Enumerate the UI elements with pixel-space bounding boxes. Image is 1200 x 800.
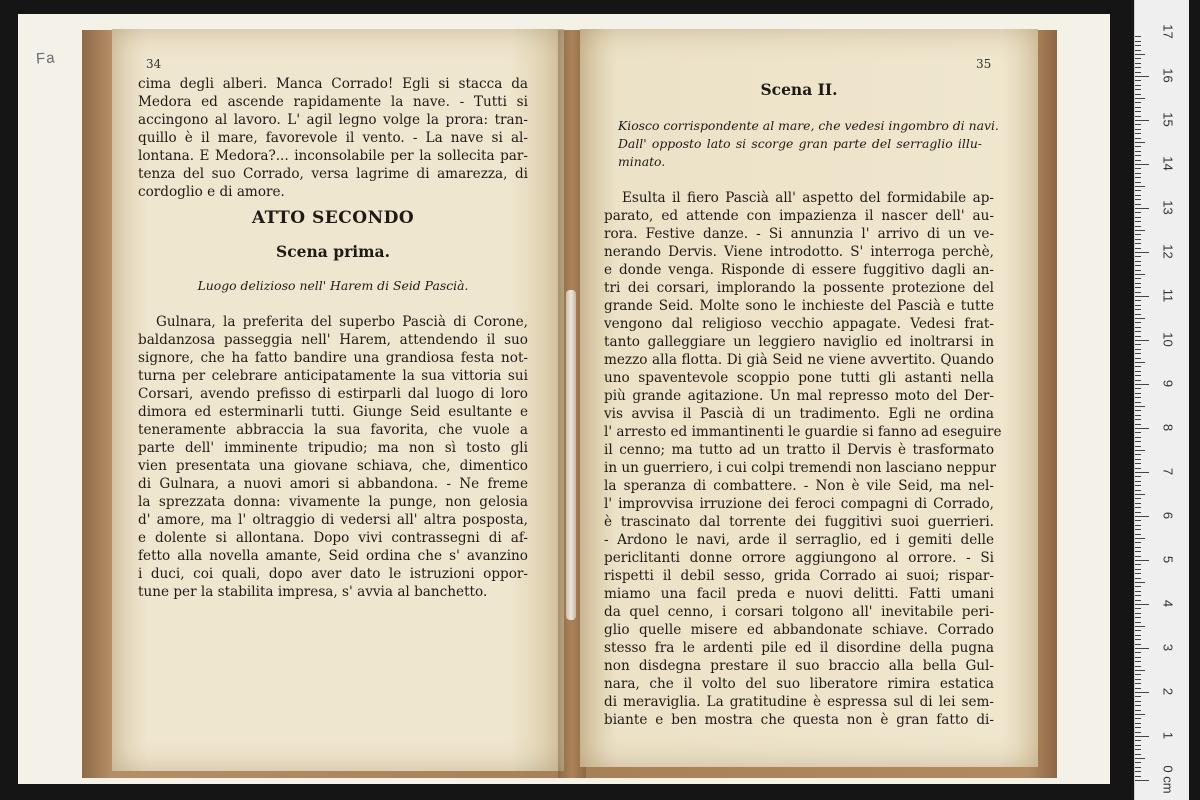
ruler-tick [1135,776,1141,777]
text-line: vengono dal religioso vecchio appagate. Vedesi frat- [604,316,994,332]
ruler-tick [1135,388,1141,389]
ruler-tick [1135,644,1141,645]
text-line: - Ardono le navi, arde il serraglio, ed i gemiti delle [604,532,994,548]
ruler-tick [1135,441,1141,442]
ruler-tick [1135,666,1141,667]
ruler-tick [1135,67,1141,68]
ruler-tick [1135,41,1141,42]
ruler-tick [1135,234,1141,235]
ruler-tick [1135,696,1141,697]
text-line: lontana. E Medora?... inconsolabile per la sollecita par- [138,148,528,164]
ruler-tick [1135,661,1141,662]
text-line: tri dei corsari, implorando la possente protezione del [604,280,994,296]
ruler-tick [1135,472,1149,473]
ruler-tick [1135,362,1145,363]
ruler-tick [1135,630,1141,631]
ruler-tick [1135,322,1141,323]
ruler-tick [1135,270,1141,271]
right-page [580,29,1038,767]
ruler-tick [1135,239,1141,240]
text-line: vien presentata una giovane schiava, che, dimentico [138,458,528,474]
ruler-tick [1135,538,1145,539]
ruler-tick [1135,718,1141,719]
text-line: fetto alla novella amante, Seid ordina che s' avanzino [138,548,528,564]
ruler-tick [1135,507,1141,508]
text-line: il cenno; ma tutto ad un tratto il Dervis è trasformato [604,442,994,458]
ruler-tick [1135,494,1145,495]
text-line: tune per la stabilita impresa, s' avvia al banchetto. [138,584,488,600]
ruler-tick [1135,344,1141,345]
ruler-tick [1135,437,1141,438]
ruler-tick [1135,204,1141,205]
ruler-tick [1135,142,1145,143]
text-line: miamo una facil preda e nuovi delitti. Fatti umani [604,586,994,602]
ruler-tick [1135,397,1141,398]
text-line: non disdegna prestare il suo braccio alla bella Gul- [604,658,994,674]
ruler-tick [1135,652,1141,653]
ruler-tick [1135,318,1145,319]
ruler-label: 1 [1160,731,1176,740]
ruler-tick [1135,261,1141,262]
ruler-tick [1135,300,1141,301]
text-line: Gulnara, la preferita del superbo Pascià di Corone, [156,314,528,330]
text-line: in un guerriero, i cui colpi tremendi non lasciano neppur [604,460,996,476]
ruler-tick [1135,252,1149,253]
text-line: parato, ed attende con impazienza il nascer dell' au- [604,208,994,224]
page-number-left: 34 [146,57,162,71]
ruler-tick [1135,366,1141,367]
text-line: biante e ben mostra che questa non è gran fatto di- [604,712,994,728]
ruler-tick [1135,419,1141,420]
ruler-tick [1135,670,1145,671]
ruler-tick [1135,45,1141,46]
scene-setting-left: Luogo delizioso nell' Harem di Seid Pascià. [197,278,469,293]
ruler-tick [1135,714,1145,715]
text-line: Esulta il fiero Pascià all' aspetto del formidabile ap- [622,190,994,206]
ruler-label: 9 [1160,379,1176,388]
ruler-tick [1135,278,1141,279]
ruler-tick [1135,309,1141,310]
ruler-label: 15 [1160,112,1176,127]
ruler-tick [1135,749,1141,750]
ruler-tick [1135,406,1145,407]
ruler-tick [1135,613,1141,614]
text-line: d' amore, ma l' oltraggio di vedersi all' altra posposta, [138,512,528,528]
ruler-tick [1135,243,1141,244]
ruler-tick [1135,375,1141,376]
ruler-tick [1135,248,1141,249]
ruler-tick [1135,287,1141,288]
scene-title-right: Scena II. [760,80,838,99]
ruler-tick [1135,732,1141,733]
ruler-tick [1135,683,1141,684]
text-line: di Gulnara, a nuovi amori si abbandona. - Ne freme [138,476,528,492]
ruler-tick [1135,459,1141,460]
ruler-tick [1135,212,1141,213]
ruler-tick [1135,573,1141,574]
ruler-tick [1135,349,1141,350]
ruler-label: 3 [1160,643,1176,652]
ruler-tick [1135,595,1141,596]
text-line: l' arresto ed immantinenti le guardie si fanno ad eseguire [604,424,1002,440]
ruler-tick [1135,155,1141,156]
ruler-label: 17 [1160,24,1176,39]
ruler-tick [1135,771,1141,772]
ruler-tick [1135,578,1141,579]
text-line: uno spaventevole scoppio pone tutti gli astanti nella [604,370,994,386]
ruler-tick [1135,151,1141,152]
ruler-tick [1135,331,1141,332]
ruler-tick [1135,199,1141,200]
ruler-tick [1135,639,1141,640]
ruler-tick [1135,674,1141,675]
ruler-tick [1135,340,1149,341]
ruler-tick [1135,582,1145,583]
ruler-tick [1135,58,1141,59]
ruler-tick [1135,256,1141,257]
ruler-label: 2 [1160,687,1176,696]
ruler-tick [1135,296,1149,297]
text-line: teneramente abbraccia la sua favorita, che vuole a [138,422,528,438]
ruler-tick [1135,432,1141,433]
ruler-tick [1135,679,1141,680]
ruler-label: 6 [1160,511,1176,520]
ruler-tick [1135,221,1141,222]
text-line: dimora ed esterminarli tutti. Giunge Seid esultante e [138,404,528,420]
text-line: tanto galleggiare un leggiero naviglio ed inoltrarsi in [604,334,994,350]
ruler-tick [1135,740,1141,741]
ruler-tick [1135,195,1141,196]
ruler-tick [1135,146,1141,147]
text-line: nara, che il volto del suo liberatore rimira estatica [604,676,994,692]
ruler-tick [1135,512,1141,513]
ruler-tick [1135,626,1145,627]
text-line: è trascinato dal torrente dei fuggitivi suoi guerrieri. [604,514,994,530]
text-line: i duci, coi quali, dopo aver dato le istruzioni oppor- [138,566,528,582]
ruler-tick [1135,305,1141,306]
text-line: glio quelle misere ed abbandonate schiave. Corrado [604,622,994,638]
ruler-tick [1135,116,1141,117]
text-line: e dolente si allontana. Dopo vivi contrassegni di af- [138,530,528,546]
ruler-tick [1135,107,1141,108]
ruler-tick [1135,622,1141,623]
ruler-tick [1135,710,1141,711]
left-page [112,29,564,771]
text-line: più grande agitazione. Un mal represso moto del Der- [604,388,994,404]
ruler-tick [1135,410,1141,411]
ruler-label: 12 [1160,244,1176,259]
ruler-tick [1135,327,1141,328]
ruler-tick [1135,569,1141,570]
ruler-tick [1135,586,1141,587]
binding-stitch [566,290,576,620]
ruler-tick [1135,98,1145,99]
ruler-tick [1135,124,1141,125]
ruler-tick [1135,600,1141,601]
ruler-tick [1135,217,1141,218]
ruler-tick [1135,102,1141,103]
text-line: nerando Dervis. Viene introdotto. S' interroga perchè, [604,244,994,260]
ruler-tick [1135,89,1141,90]
ruler-tick [1135,85,1141,86]
ruler-tick [1135,520,1141,521]
ruler-tick [1135,358,1141,359]
ruler-tick [1135,402,1141,403]
ruler-tick [1135,393,1141,394]
ruler-tick [1135,591,1141,592]
ruler-tick [1135,353,1141,354]
ruler-tick [1135,274,1145,275]
ruler-tick [1135,542,1141,543]
ruler-label: 14 [1160,156,1176,171]
ruler-tick [1135,111,1141,112]
ruler-tick [1135,485,1141,486]
ruler-tick [1135,283,1141,284]
ruler-label: 10 [1160,332,1176,347]
left-opening-text [138,75,528,201]
text-line: l' improvvisa irruzione dei feroci compagni di Corrado, [604,496,994,512]
ruler-label: 4 [1160,599,1176,608]
ruler-label: 16 [1160,68,1176,83]
ruler-tick [1135,547,1141,548]
text-line: e donde venga. Risponde di essere fuggitivo dagli an- [604,262,994,278]
text-line: la sprezzata donna: vivamente la punge, non gelosia [138,494,528,510]
ruler-tick [1135,617,1141,618]
text-line: mezzo alla flotta. Di già Seid ne viene avvertito. Quando [604,352,994,368]
ruler-tick [1135,490,1141,491]
ruler-label: 7 [1160,467,1176,476]
ruler-tick [1135,780,1149,781]
ruler-tick [1135,758,1145,759]
text-line: vis avvisa il Pascià di un tradimento. Egli ne ordina [604,406,994,422]
ruler-tick [1135,384,1149,385]
ruler-tick [1135,560,1149,561]
ruler-tick [1135,168,1141,169]
ruler-tick [1135,186,1145,187]
archive-mark: Fa [35,49,57,68]
ruler-tick [1135,72,1141,73]
setting-line: Kiosco corrispondente al mare, che vedesi ingombro di navi. [618,118,999,133]
ruler-tick [1135,230,1145,231]
ruler-tick [1135,63,1141,64]
ruler-tick [1135,54,1145,55]
ruler-label: 5 [1160,555,1176,564]
ruler-tick [1135,173,1141,174]
ruler-tick [1135,736,1149,737]
right-body-text [604,189,1002,729]
text-line: Corsari, avendo prefisso di estirparli dal luogo di loro [138,386,528,402]
ruler-tick [1135,551,1141,552]
ruler-tick [1135,454,1141,455]
ruler-tick [1135,76,1149,77]
ruler-tick [1135,516,1149,517]
left-body-text [138,313,528,601]
ruler-tick [1135,450,1145,451]
ruler-tick [1135,701,1141,702]
text-line: accingono al lavoro. L' agil legno volge la prora: tran- [138,112,528,128]
ruler-label: 11 [1160,288,1176,303]
ruler-tick [1135,762,1141,763]
text-line: tenza del suo Corrado, versa lagrime di amarezza, di [138,166,528,182]
ruler-tick [1135,120,1149,121]
ruler-tick [1135,564,1141,565]
text-line: periclitanti donne orrore aggiungono al orrore. - Si [604,550,994,566]
text-line: parte dell' imminente tripudio; ma non sì tosto gli [138,440,528,456]
ruler-tick [1135,50,1141,51]
ruler-tick [1135,745,1141,746]
text-line: stesso fra le ardenti pile ed il disordine della pugna [604,640,994,656]
ruler-tick [1135,498,1141,499]
ruler-label: 8 [1160,423,1176,432]
ruler-tick [1135,727,1141,728]
ruler-tick [1135,80,1141,81]
ruler-tick [1135,481,1141,482]
ruler-tick [1135,525,1141,526]
ruler-tick [1135,754,1141,755]
text-line: signore, che ha fatto bandire una grandiosa festa not- [138,350,528,366]
ruler-tick [1135,635,1141,636]
ruler-tick [1135,160,1141,161]
page-number-right: 35 [976,57,992,71]
scene-title-left: Scena prima. [276,242,390,261]
text-line: grande Seid. Molte sono le inchieste del Pascià e tutte [604,298,994,314]
ruler-tick [1135,767,1141,768]
text-line: cordoglio e di amore. [138,184,285,200]
ruler-tick [1135,556,1141,557]
ruler-tick [1135,503,1141,504]
text-line: di meraviglia. La gratitudine è espressa sul di lei sem- [604,694,994,710]
ruler-tick [1135,604,1149,605]
ruler-tick [1135,468,1141,469]
ruler-tick [1135,688,1141,689]
ruler-tick [1135,608,1141,609]
ruler-tick [1135,190,1141,191]
measurement-ruler [1134,0,1189,800]
text-line: cima degli alberi. Manca Corrado! Egli si stacca da [138,76,528,92]
text-line: rora. Festive danze. - Si annunzia l' arrivo di un ve- [604,226,994,242]
ruler-tick [1135,336,1141,337]
ruler-tick [1135,723,1141,724]
setting-line: Dall' opposto lato si scorge gran parte del serraglio illu- [618,136,982,151]
ruler-tick [1135,292,1141,293]
setting-line: minato. [618,154,666,169]
scene-setting-right [618,117,999,171]
ruler-tick [1135,446,1141,447]
ruler-tick [1135,534,1141,535]
ruler-tick [1135,476,1141,477]
ruler-tick [1135,415,1141,416]
text-line: la speranza di combattere. - Non è vile Seid, ma nel- [604,478,994,494]
ruler-tick [1135,692,1149,693]
ruler-label: 0 cm [1160,765,1176,794]
ruler-tick [1135,138,1141,139]
ruler-tick [1135,182,1141,183]
text-line: da quel cenno, i corsari tolgono all' inevitabile peri- [604,604,994,620]
ruler-tick [1135,94,1141,95]
ruler-tick [1135,705,1141,706]
ruler-tick [1135,428,1149,429]
ruler-tick [1135,265,1141,266]
text-line: rispetti il debil sesso, grida Corrado ai suoi; rispar- [604,568,994,584]
ruler-tick [1135,133,1141,134]
ruler-tick [1135,129,1141,130]
ruler-label: 13 [1160,200,1176,215]
ruler-tick [1135,529,1141,530]
ruler-tick [1135,463,1141,464]
ruler-tick [1135,226,1141,227]
ruler-tick [1135,164,1149,165]
text-line: turna per celebrare anticipatamente la sua vittoria sui [138,368,528,384]
act-title: ATTO SECONDO [251,208,415,228]
text-line: quillo è il mare, favorevole il vento. - La nave si al- [138,130,528,146]
ruler-tick [1135,208,1149,209]
ruler-tick [1135,314,1141,315]
ruler-tick [1135,371,1141,372]
ruler-tick [1135,657,1141,658]
text-line: Medora ed ascende rapidamente la nave. - Tutti si [138,94,528,110]
ruler-tick [1135,424,1141,425]
ruler-tick [1135,380,1141,381]
ruler-tick [1135,177,1141,178]
ruler-tick [1135,648,1149,649]
ruler-tick [1135,36,1141,37]
text-line: baldanzosa passeggia nell' Harem, attendendo il suo [138,332,528,348]
